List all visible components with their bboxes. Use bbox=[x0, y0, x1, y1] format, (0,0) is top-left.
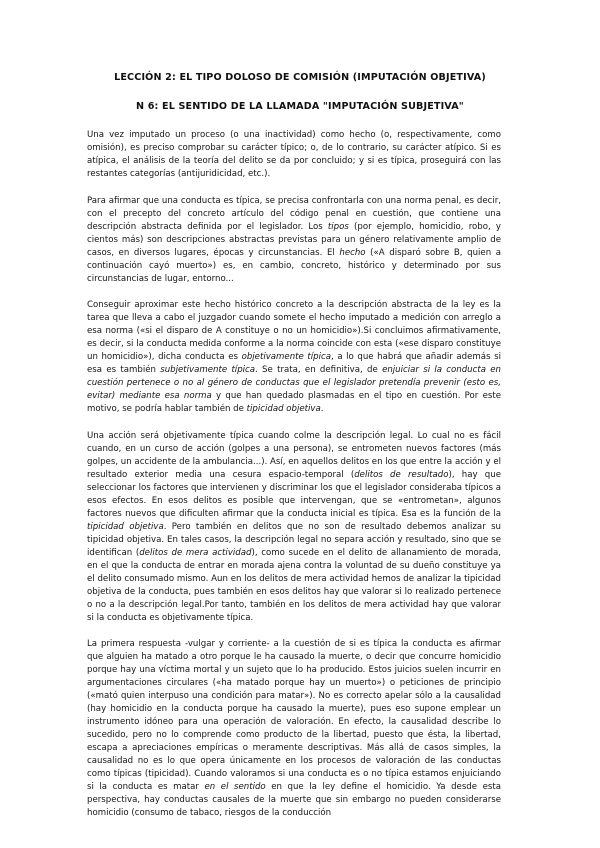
italic-text-run: tipicidad objetiva bbox=[246, 404, 321, 414]
text-run: en que la ley define el homicidio. Ya desde esta perspectiva, hay conductas causales de la muerte que sin embargo no pueden considerarse homicidio (consumo de tabaco, riesgos de la conducción bbox=[87, 782, 501, 818]
paragraph bbox=[87, 195, 501, 286]
text-run: ), como sucede en el delito de allanamiento de morada, en el que la conducta de entrar en morada ajena contra la voluntad de su dueño constituye ya el delito consumado mismo. Aun en los delitos de mera actividad hemos de analizar la tipicidad objetiva de la conducta, pues también en esos delitos hay que valorar si lo realizado pertenece o no a la descripción legal.Por tanto, también en los delitos de mera actividad hay que valorar si la conducta es objetivamente típica. bbox=[87, 547, 501, 623]
text-run: La primera respuesta -vulgar y corriente- a la cuestión de si es típica la conducta es afirmar que alguien ha matado a otro porque le ha causado la muerte, o decir que concurre homicidio porque hay una víctima mortal y un sujeto que lo ha producido. Estos juicios suelen incurrir en argumentaciones circulares («ha matado porque hay un muerto») o peticiones de principio («mató quien interpuso una condición para matar»). No es correcto apelar sólo a la causalidad (hay homicidio en la conducta porque ha causado la muerte), pues eso supone emplear un instrumento idóneo para una operación de valoración. En efecto, la causalidad describe lo sucedido, pero no lo comprende como producto de la libertad, puesto que ésta, la libertad, escapa a apreciaciones empíricas o meramente descriptivas. Más allá de casos simples, la causalidad no es lo que opera únicamente en los procesos de valoración de las conductas como típicas (tipicidad). Cuando valoramos si una conducta es o no típica estamos enjuiciando si la conducta es matar bbox=[87, 639, 501, 792]
document-body bbox=[87, 129, 501, 834]
text-run: Una vez imputado un proceso (o una inactividad) como hecho (o, respectivamente, como omisión), es preciso comprobar su carácter típico; o, de lo contrario, su carácter atípico. Si es atípica, el análisis de la teoría del delito se da por concluido; y si es típica, proseguirá con las restantes categorías (antijuridicidad, etc.). bbox=[87, 130, 501, 179]
text-run: . Pero también en delitos que no son de resultado debemos analizar su tipicidad objetiva. En tales casos, la descripción legal no separa acción y resultado, sino que se identifican ( bbox=[87, 521, 501, 558]
italic-text-run: objetivamente típica bbox=[241, 352, 331, 362]
text-run: . Se trata, en definitiva, de bbox=[255, 365, 383, 375]
italic-text-run: delitos de resultado bbox=[354, 469, 449, 480]
document-title: LECCIÓN 2: EL TIPO DOLOSO DE COMISIÓN (IMPUTACIÓN OBJETIVA) bbox=[114, 72, 486, 83]
text-run: (por ejemplo, homicidio, robo, y cientos más) son descripciones abstractas previstas para un género relativamente amplio de casos, en diversos lugares, épocas y circunstancias. El bbox=[87, 221, 501, 258]
text-run: Para afirmar que una conducta es típica, se precisa confrontarla con una norma penal, es decir, con el precepto del concreto artículo del código penal en cuestión, que contiene una descripción abstracta definida por el legislador. Los bbox=[87, 195, 501, 232]
text-run: . bbox=[320, 404, 324, 414]
paragraph bbox=[87, 638, 501, 820]
text-run: , a lo que habrá que añadir además si esa es también bbox=[87, 352, 501, 375]
paragraph bbox=[87, 129, 501, 181]
italic-text-run: tipicidad objetiva bbox=[87, 521, 164, 532]
text-run: Una acción será objetivamente típica cuando colme la descripción legal. Lo cual no es fácil cuando, en un curso de acción (golpes a una persona), se entrometen nuevos factores (más golpes, un accidente de la ambulancia...). Así, en aquellos delitos en los que entre la acción y el resultado exterior media una cesura espacio-temporal ( bbox=[87, 430, 501, 480]
paragraph bbox=[87, 430, 501, 625]
text-run: y que han quedado plasmadas en el tipo en cuestión. Por este motivo, se podría hablar también de bbox=[87, 391, 501, 414]
italic-text-run: delitos de mera actividad bbox=[139, 547, 252, 558]
paragraph bbox=[87, 299, 501, 416]
italic-text-run: subjetivamente típica bbox=[160, 365, 256, 375]
text-run: Conseguir aproximar este hecho histórico concreto a la descripción abstracta de la ley es la tarea que lleva a cabo el juzgador cuando somete el hecho imputado a medición con arreglo a esa norma («si el disparo de A constituye o no un homicidio»).Si concluimos afirmativamente, es decir, si la conducta medida conforme a la norma coincide con esta («ese disparo constituye un homicidio»), dicha conducta es bbox=[87, 300, 501, 362]
document-subtitle: N 6: EL SENTIDO DE LA LLAMADA "IMPUTACIÓN SUBJETIVA" bbox=[136, 101, 464, 112]
italic-text-run: en el sentido bbox=[204, 782, 266, 792]
italic-text-run: tipos bbox=[327, 221, 349, 232]
text-run: («A disparó sobre B, quien a continuación cayó muerto») es, en cambio, concreto, histórico y determinado por sus circunstancias de lugar, entorno... bbox=[87, 247, 501, 284]
text-run: ), hay que seleccionar los factores que intervienen y discriminar los que el legislador consideraba típicos a esos efectos. En esos delitos es posible que intervengan, que se «entrometan», algunos factores nuevos que dificulten afirmar que la conducta inicial es típica. Esa es la función de la bbox=[87, 469, 501, 519]
italic-text-run: hecho bbox=[339, 247, 366, 258]
italic-text-run: enjuiciar si la conducta en cuestión pertenece o no al género de conductas que el legislador pretendía prevenir (esto es, evitar) mediante esa norma bbox=[87, 365, 502, 401]
